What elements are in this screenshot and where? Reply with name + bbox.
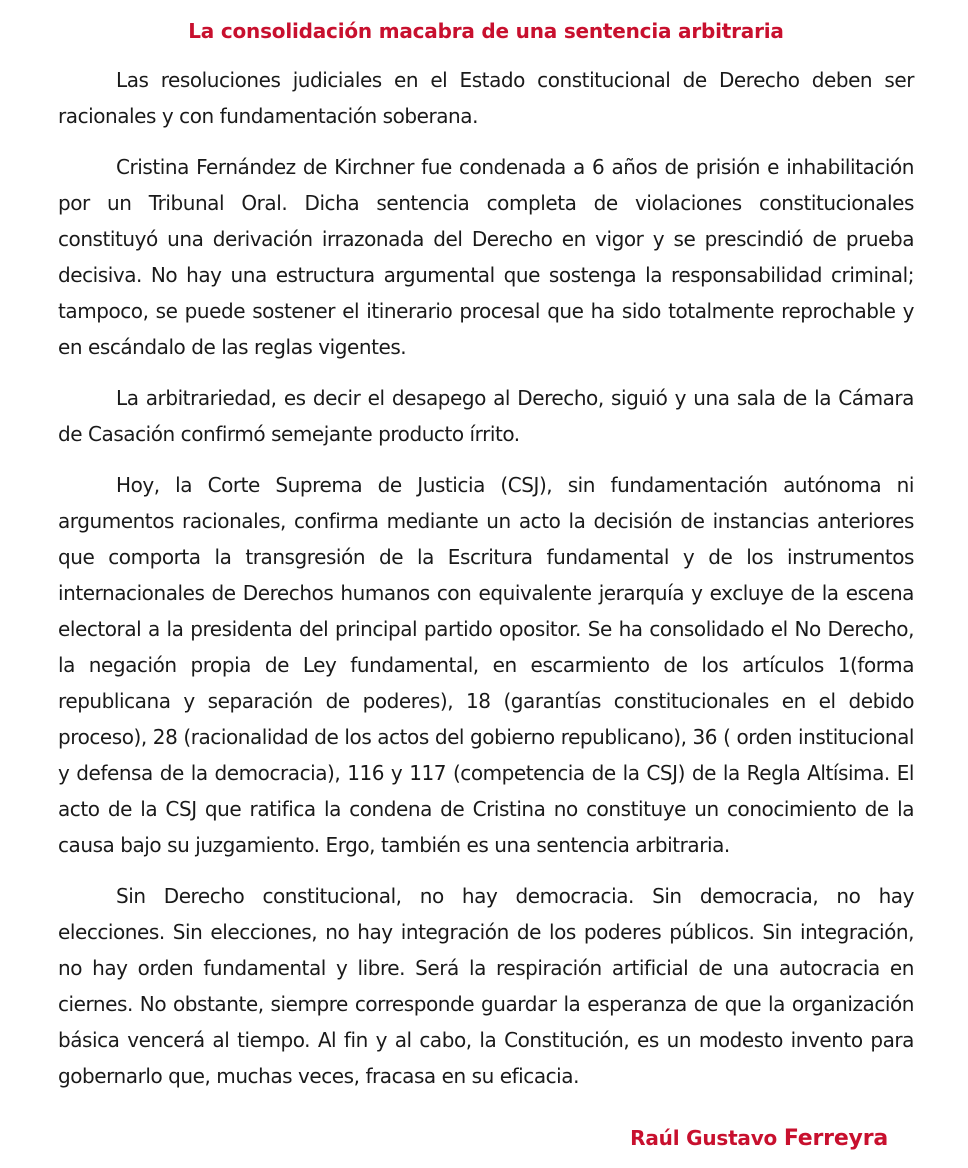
document-title: La consolidación macabra de una sentencia arbitraria bbox=[188, 19, 784, 43]
paragraph-3: La arbitrariedad, es decir el desapego al Derecho, siguió y una sala de la Cámara de Casación confirmó semejante producto írrito. bbox=[58, 386, 914, 446]
author-given-names: Raúl Gustavo bbox=[630, 1126, 778, 1150]
paragraph-5: Sin Derecho constitucional, no hay democracia. Sin democracia, no hay elecciones. Sin elecciones, no hay integración de los poderes públicos. Sin integración, no hay orden fundamental y libre. Será la respiración artificial de una autocracia en ciernes. No obstante, siempre corresponde guardar la esperanza de que la organización básica vencerá al tiempo. Al fin y al cabo, la Constitución, es un modesto invento para gobernarlo que, muchas veces, fracasa en su eficacia. bbox=[58, 884, 914, 1088]
author-signature bbox=[630, 1122, 888, 1155]
paragraph-2: Cristina Fernández de Kirchner fue condenada a 6 años de prisión e inhabilitación por un Tribunal Oral. Dicha sentencia completa de violaciones constitucionales constituyó una derivación irrazonada del Derecho en vigor y se prescindió de prueba decisiva. No hay una estructura argumental que sostenga la responsabilidad criminal; tampoco, se puede sostener el itinerario procesal que ha sido totalmente reprochable y en escándalo de las reglas vigentes. bbox=[58, 155, 914, 359]
paragraph-4: Hoy, la Corte Suprema de Justicia (CSJ), sin fundamentación autónoma ni argumentos racionales, confirma mediante un acto la decisión de instancias anteriores que comporta la transgresión de la Escritura fundamental y de los instrumentos internacionales de Derechos humanos con equivalente jerarquía y excluye de la escena electoral a la presidenta del principal partido opositor. Se ha consolidado el No Derecho, la negación propia de Ley fundamental, en escarmiento de los artículos 1(forma republicana y separación de poderes), 18 (garantías constitucionales en el debido proceso), 28 (racionalidad de los actos del gobierno republicano), 36 ( orden institucional y defensa de la democracia), 116 y 117 (competencia de la CSJ) de la Regla Altísima. El acto de la CSJ que ratifica la condena de Cristina no constituye un conocimiento de la causa bajo su juzgamiento. Ergo, también es una sentencia arbitraria. bbox=[58, 473, 914, 857]
paragraph-1: Las resoluciones judiciales en el Estado constitucional de Derecho deben ser racionales y con fundamentación soberana. bbox=[58, 68, 914, 128]
document-page bbox=[58, 0, 914, 1109]
document-body bbox=[58, 62, 914, 1094]
author-surname: Ferreyra bbox=[783, 1126, 888, 1151]
